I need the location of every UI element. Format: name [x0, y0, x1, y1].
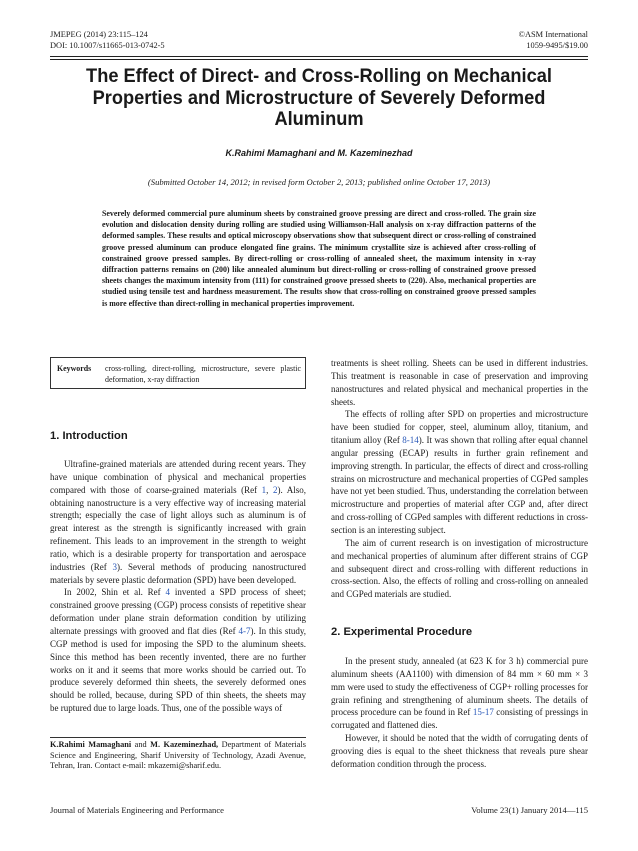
- left-column-body: [50, 458, 306, 715]
- ref-link[interactable]: 3: [112, 561, 118, 572]
- submission-dates: (Submitted October 14, 2012; in revised form October 2, 2013; published online October 17, 2013): [147, 177, 491, 187]
- abstract: Severely deformed commercial pure aluminum sheets by constrained groove pressing are direct and cross-rolled. The grain size evolution and dislocation density during rolling are studied using Williamson-Hall analysis on x-ray diffraction patterns of the deformed samples. These results and optical microscopy observations show that subsequent direct or cross-rolling of constrained groove pressed aluminum can produce elongated fine grains. The minimum crystallite size is achieved after cross-rolling of constrained groove pressed samples. By direct-rolling or cross-rolling of annealed sheet, the maximum intensity in x-ray diffraction patterns remains on (200) like annealed aluminum but direct-rolling or cross-rolling of constrained groove pressed sheets changes the maximum intensity from (111) for constrained groove pressed sheets to (220). Also, mechanical properties are studied using tensile test and hardness measurement. The results show that cross-rolling on constrained groove pressed samples is more effective than direct-rolling in mechanical properties improvement.: [102, 209, 536, 308]
- copyright: ©ASM International: [518, 30, 588, 39]
- ref-link[interactable]: 15-17: [472, 707, 494, 718]
- footnote-rule: [50, 737, 306, 738]
- intro-paragraph-2: In 2002, Shin et al. Ref 4 invented a SPD process of sheet; constrained groove pressing (CGP) process consists of repetitive shear deformation under plane strain deformation condition by utilizing alternate pressings with grooved and flat dies (Ref 4-7). In this study, CGP method is used for imposing the SPD to the aluminum sheets. Since this method has been recently invented, there are no further works on it and it seems that more works should be carried out. To produce severely deformed thin sheets, the severely deformed ones should be rolled, because, during SPD of thin sheets, the sheets may be ruptured due to large loads. Thus, one of the possible ways of: [50, 587, 306, 714]
- authors: K.Rahimi Mamaghani and M. Kazeminezhad: [225, 148, 413, 158]
- ref-link[interactable]: 4-7: [238, 625, 251, 636]
- exp-paragraph-2: However, it should be noted that the width of corrugating dents of grooving dies is equal to the sheet thickness that reveals pure shear deformation condition through the process.: [331, 733, 588, 769]
- journal-ref: JMEPEG (2014) 23:115–124: [50, 30, 148, 39]
- right-column-body: [331, 357, 588, 601]
- section-heading-experimental: 2. Experimental Procedure: [331, 626, 473, 638]
- keywords-text: cross-rolling, direct-rolling, microstructure, severe plastic deformation, x-ray diffraction: [105, 364, 301, 384]
- section-heading-introduction: 1. Introduction: [50, 430, 128, 442]
- ref-link[interactable]: 1: [261, 484, 267, 495]
- right-paragraph-2: The aim of current research is on investigation of microstructure and mechanical properties of aluminum after different strains of CGP and subsequent direct and cross-rolling with different reductions in cross-section. Also, the effects of rolling and cross-rolling on annealed and CGPed materials are studied.: [331, 537, 588, 600]
- keywords-label: Keywords: [57, 364, 92, 373]
- intro-paragraph-1: Ultrafine-grained materials are attended during recent years. They have unique combination of physical and mechanical properties compared with those of coarse-grained materials (Ref 1, 2). Also, obtaining nanostructure is a very effective way of increasing material strength; especially the case of light alloys such as aluminum is of great interest as the strength is significantly increased with grain refinement. This leads to an improvement in the strength to weight ratio, which is a desirable property for transportation and aerospace industries (Ref 3). Several methods of producing nanostructured materials by severe plastic deformation (SPD) have been developed.: [50, 459, 307, 585]
- ref-link[interactable]: 8-14: [402, 435, 419, 446]
- keywords-box: [50, 357, 306, 389]
- header-rule-2: [50, 59, 588, 60]
- footer-volume-page: Volume 23(1) January 2014—115: [471, 805, 588, 815]
- experimental-body: [331, 655, 588, 771]
- ref-link[interactable]: 2: [272, 484, 278, 495]
- running-header-right: [519, 30, 588, 51]
- header-rule: [50, 56, 588, 57]
- price: 1059-9495/$19.00: [526, 40, 588, 50]
- exp-paragraph-1: In the present study, annealed (at 623 K for 3 h) commercial pure aluminum sheets (AA1100) with dimension of 84 mm × 60 mm × 3 mm were used to study the effectiveness of CGP+ rolling processes for grain refining and strengthening of aluminum sheets. The details of process procedure can be found in Ref 15-17 consisting of pressings in corrugated and flattened dies.: [331, 656, 588, 731]
- doi[interactable]: DOI: 10.1007/s11665-013-0742-5: [50, 40, 165, 50]
- right-paragraph-1: The effects of rolling after SPD on properties and microstructure have been studied for copper, steel, aluminum alloy, titanium, and titanium alloy (Ref 8-14). It was shown that rolling after equal channel angular pressing (ECAP) results in further grain refinement and improving strength. In particular, the effects of direct and cross-rolling strains on microstructure and mechanical properties of CGPed samples have not yet been studied. Thus, understanding the correlation between microstructure and properties of material after CGP and, after direct and cross-rolling of CGPed samples with different reductions in cross-section is an interesting subject.: [331, 409, 588, 535]
- footer-journal: Journal of Materials Engineering and Performance: [50, 805, 224, 815]
- running-header-left: [50, 30, 165, 51]
- author-affiliation: K.Rahimi Mamaghani and M. Kazeminezhad, Department of Materials Science and Engineering, Sharif University of Technology, Azadi Avenue, Tehran, Iran. Contact e-mail: mkazemi@sharif.edu.: [50, 740, 306, 770]
- right-paragraph-0: treatments is sheet rolling. Sheets can be used in different industries. This treatment is reasonable in case of preservation and improving nanostructures and related physical and mechanical properties in the sheets.: [331, 358, 588, 407]
- paper-title: The Effect of Direct- and Cross-Rolling on Mechanical Properties and Microstructure of Severely Deformed Aluminum: [86, 65, 552, 131]
- ref-link[interactable]: 4: [165, 587, 170, 598]
